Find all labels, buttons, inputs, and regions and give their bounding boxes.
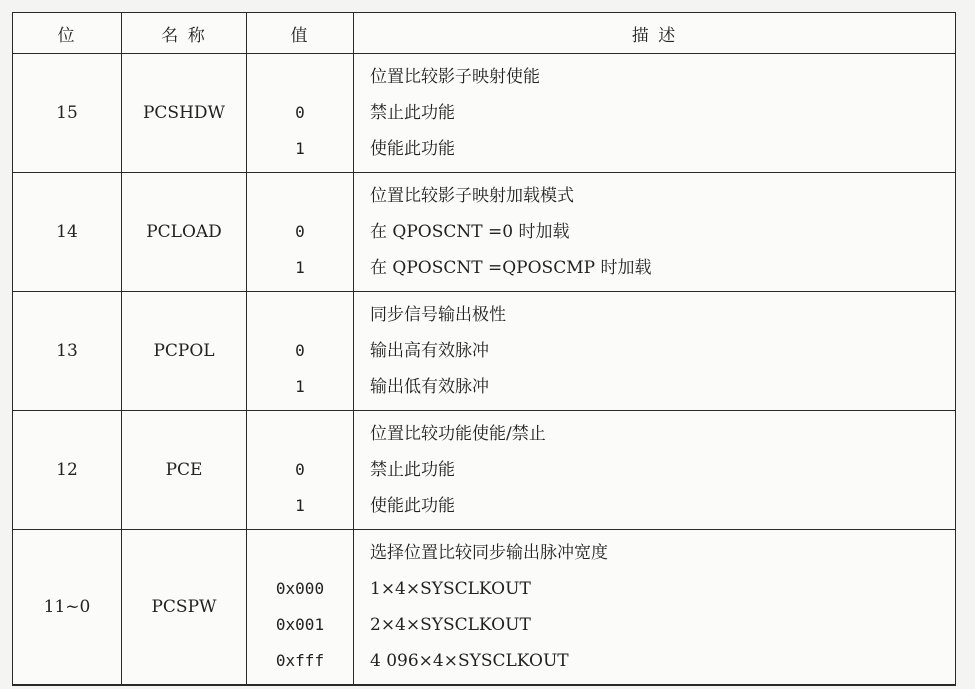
description-item: 2×4×SYSCLKOUT bbox=[370, 615, 531, 635]
value-item: 0 bbox=[295, 341, 305, 360]
value-item: 0x000 bbox=[275, 579, 325, 598]
description-item: 在 QPOSCNT =QPOSCMP 时加载 bbox=[370, 258, 652, 278]
description-item: 使能此功能 bbox=[370, 496, 455, 516]
value-cell bbox=[247, 292, 354, 411]
description-item: 输出低有效脉冲 bbox=[370, 377, 489, 397]
value-item: 0 bbox=[295, 460, 305, 479]
description-cell bbox=[354, 530, 956, 686]
name-cell: PCSHDW bbox=[122, 54, 247, 173]
header-value: 值 bbox=[247, 13, 354, 54]
description-title: 同步信号输出极性 bbox=[370, 305, 506, 325]
name-cell: PCPOL bbox=[122, 292, 247, 411]
name-cell: PCE bbox=[122, 411, 247, 530]
description-item: 1×4×SYSCLKOUT bbox=[370, 579, 531, 599]
header-bit: 位 bbox=[13, 13, 122, 54]
value-item: 0xfff bbox=[275, 651, 325, 670]
description-item: 使能此功能 bbox=[370, 139, 455, 159]
value-cell bbox=[247, 54, 354, 173]
value-item: 0 bbox=[295, 103, 305, 122]
table-row bbox=[13, 530, 956, 686]
header-description: 描 述 bbox=[354, 13, 956, 54]
bit-cell: 15 bbox=[13, 54, 122, 173]
table-row bbox=[13, 411, 956, 530]
description-item: 在 QPOSCNT =0 时加载 bbox=[370, 222, 570, 242]
description-title: 位置比较影子映射加载模式 bbox=[370, 186, 574, 206]
value-item: 0 bbox=[295, 222, 305, 241]
table-row bbox=[13, 54, 956, 173]
bit-cell: 12 bbox=[13, 411, 122, 530]
description-cell bbox=[354, 411, 956, 530]
bit-cell: 14 bbox=[13, 173, 122, 292]
description-title: 位置比较功能使能/禁止 bbox=[370, 424, 546, 444]
description-cell bbox=[354, 54, 956, 173]
description-item: 4 096×4×SYSCLKOUT bbox=[370, 651, 569, 671]
value-item: 1 bbox=[295, 377, 305, 396]
description-cell bbox=[354, 173, 956, 292]
bit-cell: 13 bbox=[13, 292, 122, 411]
name-cell: PCSPW bbox=[122, 530, 247, 686]
value-item: 0x001 bbox=[275, 615, 325, 634]
description-cell bbox=[354, 292, 956, 411]
description-item: 输出高有效脉冲 bbox=[370, 341, 489, 361]
description-title: 位置比较影子映射使能 bbox=[370, 67, 540, 87]
value-item: 1 bbox=[295, 139, 305, 158]
bit-cell: 11~0 bbox=[13, 530, 122, 686]
register-table bbox=[12, 12, 956, 686]
value-cell bbox=[247, 411, 354, 530]
description-item: 禁止此功能 bbox=[370, 460, 455, 480]
value-item: 1 bbox=[295, 258, 305, 277]
value-item: 1 bbox=[295, 496, 305, 515]
table-row bbox=[13, 173, 956, 292]
name-cell: PCLOAD bbox=[122, 173, 247, 292]
description-item: 禁止此功能 bbox=[370, 103, 455, 123]
table-row bbox=[13, 292, 956, 411]
description-title: 选择位置比较同步输出脉冲宽度 bbox=[370, 543, 608, 563]
value-cell bbox=[247, 530, 354, 686]
value-cell bbox=[247, 173, 354, 292]
header-name: 名 称 bbox=[122, 13, 247, 54]
table-header-row bbox=[13, 13, 956, 54]
